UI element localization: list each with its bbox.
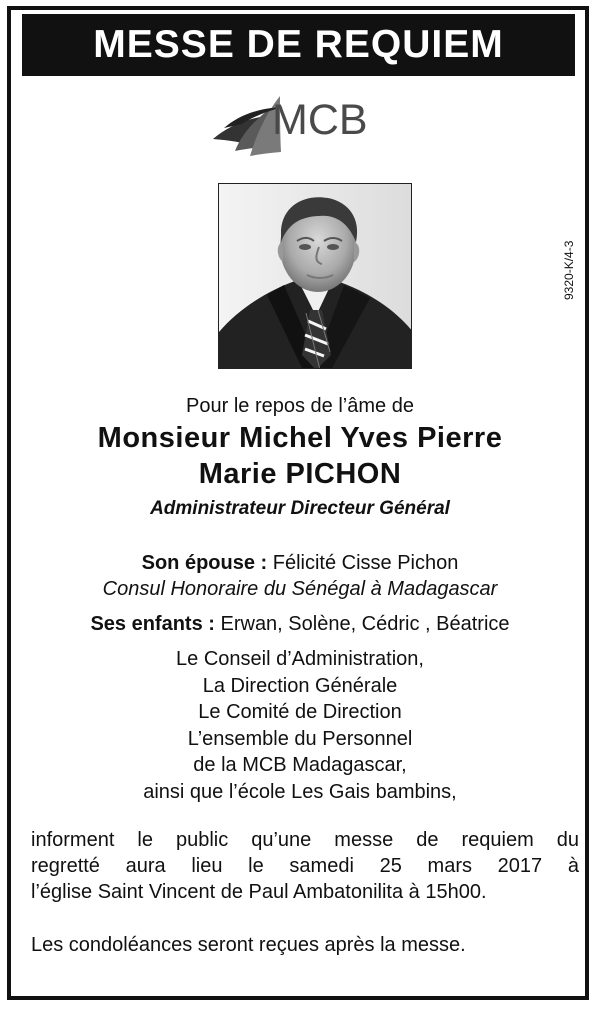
deceased-role: Administrateur Directeur Général bbox=[150, 498, 450, 519]
organization-line: de la MCB Madagascar, bbox=[193, 754, 407, 776]
organization-list bbox=[10, 646, 590, 805]
spouse-name: Félicité Cisse Pichon bbox=[267, 552, 459, 574]
condolences-text: Les condoléances seront reçues après la messe. bbox=[31, 934, 466, 956]
announcement-paragraph bbox=[31, 827, 579, 905]
children-line bbox=[10, 613, 590, 636]
portrait-image bbox=[219, 184, 412, 369]
portrait-photo bbox=[218, 183, 412, 369]
reference-code: 9320-K/4-3 bbox=[562, 240, 576, 300]
deceased-name-line-1: Monsieur Michel Yves Pierre bbox=[97, 422, 503, 454]
spouse-label: Son épouse : bbox=[141, 552, 268, 574]
organization-line: L’ensemble du Personnel bbox=[187, 727, 413, 750]
mcb-logo-text: MCB bbox=[272, 96, 368, 144]
spouse-title: Consul Honoraire du Sénégal à Madagascar bbox=[102, 578, 498, 600]
children-label: Ses enfants : bbox=[90, 613, 215, 635]
deceased-name-line-2: Marie PICHON bbox=[198, 458, 402, 490]
children-names: Erwan, Solène, Cédric , Béatrice bbox=[214, 613, 510, 635]
organization-line: Le Conseil d’Administration, bbox=[176, 648, 424, 670]
notice-title: MESSE DE REQUIEM bbox=[93, 23, 504, 66]
announcement-line: l’église Saint Vincent de Paul Ambatonilita à 15h00. bbox=[31, 881, 487, 903]
intro-text: Pour le repos de l’âme de bbox=[186, 395, 414, 417]
announcement-line: informent le public qu’une messe de requiem du bbox=[31, 829, 579, 851]
notice-title-banner bbox=[22, 14, 575, 76]
announcement-line: regretté aura lieu le samedi 25 mars 2017 à bbox=[31, 855, 579, 877]
spouse-line bbox=[10, 552, 590, 575]
organization-line: La Direction Générale bbox=[202, 674, 398, 697]
organization-line: Le Comité de Direction bbox=[198, 701, 402, 723]
organization-line: ainsi que l’école Les Gais bambins, bbox=[143, 780, 457, 803]
